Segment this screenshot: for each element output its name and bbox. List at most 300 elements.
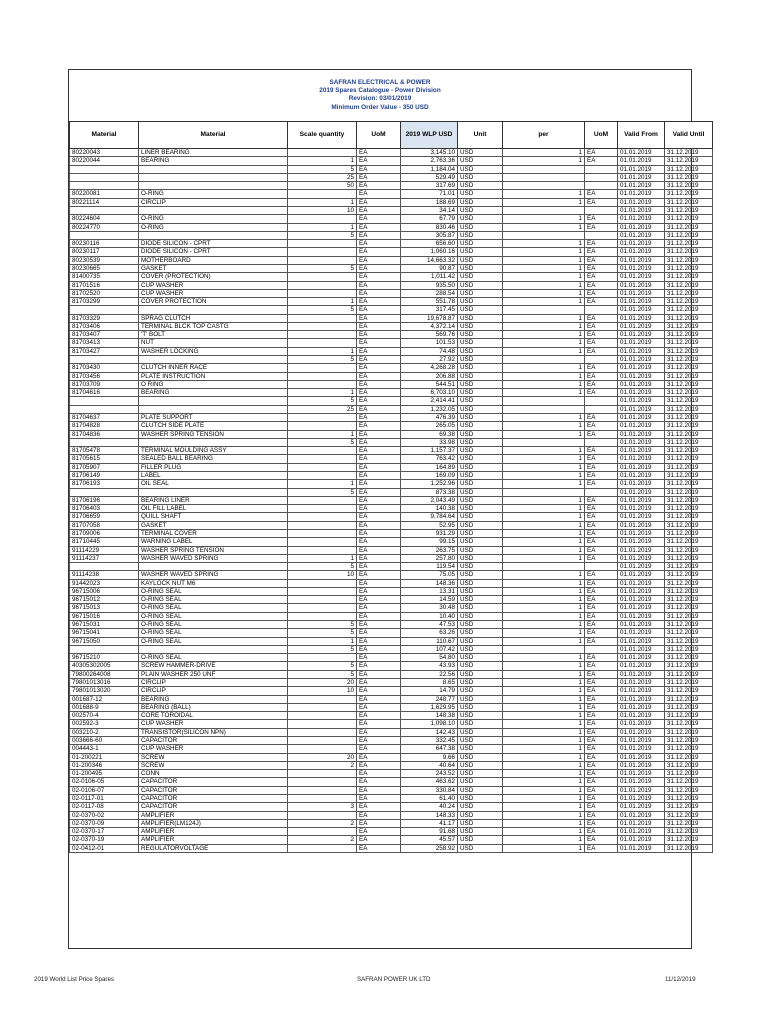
cell-valid-until: 31.12.2019 (665, 811, 713, 819)
cell-per: 1 (503, 455, 585, 463)
cell-material-number: 81707058 (70, 521, 139, 529)
cell-uom: EA (357, 521, 401, 529)
cell-uom: EA (357, 256, 401, 264)
cell-unit: USD (458, 256, 503, 264)
cell-per (503, 438, 585, 446)
table-row (70, 372, 713, 380)
cell-uom: EA (357, 488, 401, 496)
cell-uom-2 (585, 306, 618, 314)
cell-material-number: 81703456 (70, 372, 139, 380)
cell-uom: EA (357, 513, 401, 521)
cell-valid-until: 31.12.2019 (665, 662, 713, 670)
table-row (70, 794, 713, 802)
cell-unit: USD (458, 571, 503, 579)
cell-material-number: 02-0106-07 (70, 786, 139, 794)
cell-uom: EA (357, 480, 401, 488)
cell-unit: USD (458, 645, 503, 653)
cell-scale-quantity (288, 281, 357, 289)
cell-scale-quantity: 2 (288, 819, 357, 827)
cell-uom-2: EA (585, 289, 618, 297)
cell-valid-from: 01.01.2019 (618, 612, 665, 620)
cell-material-description: SPRAG CLUTCH (139, 314, 288, 322)
cell-material-description: O-RING (139, 223, 288, 231)
table-row (70, 546, 713, 554)
cell-material-number: 81703299 (70, 298, 139, 306)
cell-scale-quantity: 5 (288, 629, 357, 637)
cell-uom: EA (357, 364, 401, 372)
cell-uom-2: EA (585, 529, 618, 537)
cell-unit: USD (458, 314, 503, 322)
cell-per: 1 (503, 240, 585, 248)
cell-wlp-price: 43.93 (401, 662, 458, 670)
cell-uom: EA (357, 761, 401, 769)
cell-material-number: 91114238 (70, 571, 139, 579)
cell-per: 1 (503, 339, 585, 347)
cell-per: 1 (503, 463, 585, 471)
cell-valid-until: 31.12.2019 (665, 339, 713, 347)
cell-unit: USD (458, 521, 503, 529)
cell-per: 1 (503, 546, 585, 554)
cell-uom-2: EA (585, 786, 618, 794)
cell-scale-quantity (288, 828, 357, 836)
cell-valid-until: 31.12.2019 (665, 538, 713, 546)
footer-date: 11/12/2019 (665, 976, 696, 983)
table-row (70, 438, 713, 446)
cell-valid-until: 31.12.2019 (665, 414, 713, 422)
cell-per: 1 (503, 736, 585, 744)
cell-valid-until: 31.12.2019 (665, 571, 713, 579)
table-row (70, 190, 713, 198)
cell-material-number: 80230117 (70, 248, 139, 256)
cell-material-description: OIL SEAL (139, 480, 288, 488)
table-row (70, 380, 713, 388)
table-row (70, 165, 713, 173)
cell-uom-2: EA (585, 339, 618, 347)
cell-material-number: 79801013020 (70, 687, 139, 695)
table-row (70, 538, 713, 546)
cell-uom: EA (357, 604, 401, 612)
cell-valid-from: 01.01.2019 (618, 405, 665, 413)
cell-valid-until: 31.12.2019 (665, 480, 713, 488)
cell-unit: USD (458, 231, 503, 239)
cell-material-number (70, 645, 139, 653)
cell-material-description: O-RING SEAL (139, 587, 288, 595)
cell-valid-from: 01.01.2019 (618, 637, 665, 645)
cell-per: 1 (503, 621, 585, 629)
cell-material-number: 80220043 (70, 149, 139, 157)
cell-material-description: NUT (139, 339, 288, 347)
cell-wlp-price: 265.05 (401, 422, 458, 430)
col-header-wlp-usd: 2019 WLP USD (401, 122, 458, 149)
cell-valid-from: 01.01.2019 (618, 471, 665, 479)
cell-valid-until: 31.12.2019 (665, 298, 713, 306)
cell-unit: USD (458, 182, 503, 190)
cell-per (503, 356, 585, 364)
cell-per: 1 (503, 496, 585, 504)
cell-wlp-price: 14.59 (401, 596, 458, 604)
cell-valid-until: 31.12.2019 (665, 828, 713, 836)
cell-per: 1 (503, 770, 585, 778)
cell-scale-quantity: 2 (288, 836, 357, 844)
cell-valid-from: 01.01.2019 (618, 182, 665, 190)
cell-material-description: O-RING (139, 190, 288, 198)
cell-wlp-price: 19,678.87 (401, 314, 458, 322)
cell-valid-until: 31.12.2019 (665, 612, 713, 620)
cell-valid-from: 01.01.2019 (618, 273, 665, 281)
cell-valid-from: 01.01.2019 (618, 529, 665, 537)
cell-material-description: TERMINAL BLCK TOP CASTG (139, 322, 288, 330)
cell-uom: EA (357, 240, 401, 248)
table-row (70, 231, 713, 239)
cell-valid-from: 01.01.2019 (618, 488, 665, 496)
cell-uom: EA (357, 455, 401, 463)
cell-scale-quantity (288, 149, 357, 157)
cell-material-number: 91114237 (70, 554, 139, 562)
table-row (70, 828, 713, 836)
cell-per (503, 405, 585, 413)
cell-material-description: REGULATORVOLTAGE (139, 844, 288, 852)
cell-material-description: MOTHERBOARD (139, 256, 288, 264)
catalogue-name: 2019 Spares Catalogue - Power Division (319, 87, 441, 95)
cell-wlp-price: 8.65 (401, 679, 458, 687)
cell-uom: EA (357, 447, 401, 455)
cell-valid-until: 31.12.2019 (665, 389, 713, 397)
cell-valid-from: 01.01.2019 (618, 331, 665, 339)
cell-unit: USD (458, 811, 503, 819)
cell-scale-quantity (288, 703, 357, 711)
cell-wlp-price: 206.88 (401, 372, 458, 380)
cell-material-description: O-RING SEAL (139, 604, 288, 612)
cell-per: 1 (503, 331, 585, 339)
cell-valid-until: 31.12.2019 (665, 736, 713, 744)
cell-uom-2: EA (585, 430, 618, 438)
cell-uom: EA (357, 380, 401, 388)
cell-material-description (139, 645, 288, 653)
cell-valid-until: 31.12.2019 (665, 604, 713, 612)
cell-material-description: O-RING SEAL (139, 629, 288, 637)
price-list-sheet (68, 69, 705, 949)
cell-scale-quantity: 1 (288, 223, 357, 231)
cell-unit: USD (458, 786, 503, 794)
cell-material-number: 002592-3 (70, 720, 139, 728)
cell-valid-until: 31.12.2019 (665, 778, 713, 786)
cell-valid-from: 01.01.2019 (618, 604, 665, 612)
cell-uom: EA (357, 836, 401, 844)
cell-uom: EA (357, 703, 401, 711)
cell-per: 1 (503, 596, 585, 604)
cell-uom: EA (357, 463, 401, 471)
cell-material-number: 02-0370-02 (70, 811, 139, 819)
cell-unit: USD (458, 529, 503, 537)
cell-scale-quantity: 1 (288, 554, 357, 562)
cell-valid-from: 01.01.2019 (618, 621, 665, 629)
cell-uom: EA (357, 662, 401, 670)
cell-uom-2 (585, 438, 618, 446)
cell-scale-quantity (288, 414, 357, 422)
cell-uom-2: EA (585, 736, 618, 744)
cell-unit: USD (458, 223, 503, 231)
cell-valid-until: 31.12.2019 (665, 397, 713, 405)
cell-scale-quantity: 10 (288, 206, 357, 214)
cell-wlp-price: 2,414.41 (401, 397, 458, 405)
cell-unit: USD (458, 339, 503, 347)
cell-per: 1 (503, 521, 585, 529)
cell-scale-quantity: 5 (288, 356, 357, 364)
cell-per: 1 (503, 695, 585, 703)
cell-wlp-price: 6,703.10 (401, 389, 458, 397)
cell-valid-until: 31.12.2019 (665, 463, 713, 471)
cell-material-number: 40305302005 (70, 662, 139, 670)
cell-valid-until: 31.12.2019 (665, 720, 713, 728)
cell-uom: EA (357, 819, 401, 827)
table-row (70, 687, 713, 695)
cell-material-number (70, 438, 139, 446)
cell-wlp-price: 3,145.10 (401, 149, 458, 157)
table-row (70, 529, 713, 537)
cell-material-number: 81709006 (70, 529, 139, 537)
cell-per: 1 (503, 587, 585, 595)
cell-valid-until: 31.12.2019 (665, 149, 713, 157)
cell-uom-2: EA (585, 745, 618, 753)
cell-valid-until: 31.12.2019 (665, 264, 713, 272)
cell-uom-2: EA (585, 720, 618, 728)
cell-valid-from: 01.01.2019 (618, 380, 665, 388)
cell-uom-2: EA (585, 637, 618, 645)
cell-scale-quantity (288, 546, 357, 554)
cell-material-description: COVER (PROTECTION) (139, 273, 288, 281)
cell-scale-quantity (288, 240, 357, 248)
cell-uom-2: EA (585, 670, 618, 678)
cell-material-number: 91114229 (70, 546, 139, 554)
cell-wlp-price: 1,011.42 (401, 273, 458, 281)
table-row (70, 273, 713, 281)
cell-material-number: 81703407 (70, 331, 139, 339)
cell-unit: USD (458, 380, 503, 388)
table-row (70, 761, 713, 769)
cell-uom: EA (357, 281, 401, 289)
cell-material-description: PLATE SUPPORT (139, 414, 288, 422)
cell-valid-until: 31.12.2019 (665, 770, 713, 778)
cell-unit: USD (458, 206, 503, 214)
cell-material-number: 001688-9 (70, 703, 139, 711)
cell-unit: USD (458, 513, 503, 521)
cell-unit: USD (458, 215, 503, 223)
table-row (70, 770, 713, 778)
cell-uom-2: EA (585, 687, 618, 695)
cell-wlp-price: 1,098.10 (401, 720, 458, 728)
cell-unit: USD (458, 488, 503, 496)
cell-uom-2 (585, 182, 618, 190)
cell-uom-2 (585, 488, 618, 496)
cell-wlp-price: 99.15 (401, 538, 458, 546)
cell-wlp-price: 332.45 (401, 736, 458, 744)
cell-material-description: CLUTCH SIDE PLATE (139, 422, 288, 430)
cell-wlp-price: 243.52 (401, 770, 458, 778)
cell-per: 1 (503, 322, 585, 330)
cell-material-description (139, 306, 288, 314)
cell-per: 1 (503, 819, 585, 827)
cell-scale-quantity: 2 (288, 761, 357, 769)
cell-per: 1 (503, 198, 585, 206)
cell-per: 1 (503, 844, 585, 852)
col-header-material-description: Material (139, 122, 288, 149)
cell-unit: USD (458, 770, 503, 778)
cell-uom-2: EA (585, 778, 618, 786)
cell-uom: EA (357, 587, 401, 595)
cell-material-description: GASKET (139, 264, 288, 272)
cell-uom: EA (357, 173, 401, 181)
cell-wlp-price: 305.87 (401, 231, 458, 239)
cell-valid-from: 01.01.2019 (618, 455, 665, 463)
cell-valid-until: 31.12.2019 (665, 496, 713, 504)
cell-valid-from: 01.01.2019 (618, 836, 665, 844)
table-row (70, 736, 713, 744)
table-row (70, 463, 713, 471)
cell-uom: EA (357, 621, 401, 629)
cell-valid-from: 01.01.2019 (618, 596, 665, 604)
cell-uom-2 (585, 231, 618, 239)
col-header-unit: Unit (458, 122, 503, 149)
cell-per: 1 (503, 281, 585, 289)
cell-uom-2: EA (585, 496, 618, 504)
table-row (70, 314, 713, 322)
cell-material-number: 96715050 (70, 637, 139, 645)
cell-uom: EA (357, 579, 401, 587)
cell-valid-until: 31.12.2019 (665, 679, 713, 687)
cell-material-description: TERMINAL MOULDING ASSY (139, 447, 288, 455)
cell-uom: EA (357, 554, 401, 562)
cell-valid-until: 31.12.2019 (665, 786, 713, 794)
cell-valid-until: 31.12.2019 (665, 546, 713, 554)
cell-unit: USD (458, 248, 503, 256)
cell-material-description: WASHER WAVED SPRING (139, 571, 288, 579)
cell-unit: USD (458, 405, 503, 413)
cell-material-number: 81703427 (70, 347, 139, 355)
cell-uom: EA (357, 149, 401, 157)
cell-material-number: 02-0370-17 (70, 828, 139, 836)
cell-per: 1 (503, 380, 585, 388)
cell-wlp-price: 1,157.37 (401, 447, 458, 455)
cell-valid-from: 01.01.2019 (618, 190, 665, 198)
cell-uom: EA (357, 811, 401, 819)
cell-material-number: 80230665 (70, 264, 139, 272)
table-row (70, 662, 713, 670)
cell-wlp-price: 873.38 (401, 488, 458, 496)
cell-uom: EA (357, 753, 401, 761)
table-row (70, 264, 713, 272)
table-row (70, 480, 713, 488)
cell-material-description (139, 488, 288, 496)
table-row (70, 745, 713, 753)
cell-valid-until: 31.12.2019 (665, 289, 713, 297)
cell-valid-from: 01.01.2019 (618, 206, 665, 214)
cell-per: 1 (503, 703, 585, 711)
cell-uom: EA (357, 264, 401, 272)
cell-uom: EA (357, 298, 401, 306)
cell-material-number: 80220044 (70, 157, 139, 165)
cell-uom: EA (357, 306, 401, 314)
cell-uom: EA (357, 844, 401, 852)
cell-valid-from: 01.01.2019 (618, 339, 665, 347)
cell-uom-2: EA (585, 811, 618, 819)
cell-valid-until: 31.12.2019 (665, 215, 713, 223)
cell-uom-2: EA (585, 546, 618, 554)
cell-uom-2: EA (585, 414, 618, 422)
cell-per: 1 (503, 273, 585, 281)
cell-per: 1 (503, 256, 585, 264)
cell-valid-until: 31.12.2019 (665, 794, 713, 802)
cell-scale-quantity (288, 455, 357, 463)
cell-unit: USD (458, 281, 503, 289)
cell-per: 1 (503, 612, 585, 620)
cell-material-description: CIRCLIP (139, 687, 288, 695)
cell-wlp-price: 4,372.14 (401, 322, 458, 330)
cell-valid-from: 01.01.2019 (618, 703, 665, 711)
cell-material-number: 001687-12 (70, 695, 139, 703)
cell-wlp-price: 463.62 (401, 778, 458, 786)
cell-unit: USD (458, 753, 503, 761)
cell-material-description: DIODE SILICON - CPRT (139, 248, 288, 256)
cell-per: 1 (503, 761, 585, 769)
cell-wlp-price: 14.79 (401, 687, 458, 695)
cell-valid-until: 31.12.2019 (665, 364, 713, 372)
cell-wlp-price: 91.68 (401, 828, 458, 836)
cell-scale-quantity (288, 579, 357, 587)
cell-valid-until: 31.12.2019 (665, 844, 713, 852)
cell-uom: EA (357, 231, 401, 239)
cell-uom: EA (357, 496, 401, 504)
cell-per: 1 (503, 430, 585, 438)
cell-uom: EA (357, 736, 401, 744)
cell-scale-quantity (288, 712, 357, 720)
cell-material-description: CAPACITOR (139, 803, 288, 811)
cell-material-number: 81706196 (70, 496, 139, 504)
cell-uom-2: EA (585, 844, 618, 852)
cell-valid-from: 01.01.2019 (618, 563, 665, 571)
cell-material-description: WASHER SPRING TENSION (139, 546, 288, 554)
cell-valid-until: 31.12.2019 (665, 753, 713, 761)
minimum-order-line: Minimum Order Value - 350 USD (331, 103, 429, 111)
cell-wlp-price: 69.38 (401, 430, 458, 438)
table-row (70, 645, 713, 653)
table-row (70, 256, 713, 264)
cell-uom: EA (357, 505, 401, 513)
cell-per: 1 (503, 753, 585, 761)
cell-valid-from: 01.01.2019 (618, 298, 665, 306)
cell-wlp-price: 34.14 (401, 206, 458, 214)
cell-wlp-price: 148.38 (401, 712, 458, 720)
cell-valid-until: 31.12.2019 (665, 157, 713, 165)
cell-valid-from: 01.01.2019 (618, 538, 665, 546)
cell-valid-from: 01.01.2019 (618, 198, 665, 206)
cell-valid-until: 31.12.2019 (665, 637, 713, 645)
cell-valid-until: 31.12.2019 (665, 347, 713, 355)
cell-unit: USD (458, 604, 503, 612)
cell-per: 1 (503, 372, 585, 380)
col-header-uom: UoM (357, 122, 401, 149)
cell-wlp-price: 9.66 (401, 753, 458, 761)
table-row (70, 198, 713, 206)
table-row (70, 712, 713, 720)
table-row (70, 405, 713, 413)
cell-valid-from: 01.01.2019 (618, 463, 665, 471)
table-header-row (70, 122, 713, 149)
cell-per (503, 182, 585, 190)
table-row (70, 298, 713, 306)
cell-uom: EA (357, 778, 401, 786)
cell-uom: EA (357, 596, 401, 604)
cell-material-number: 96715041 (70, 629, 139, 637)
